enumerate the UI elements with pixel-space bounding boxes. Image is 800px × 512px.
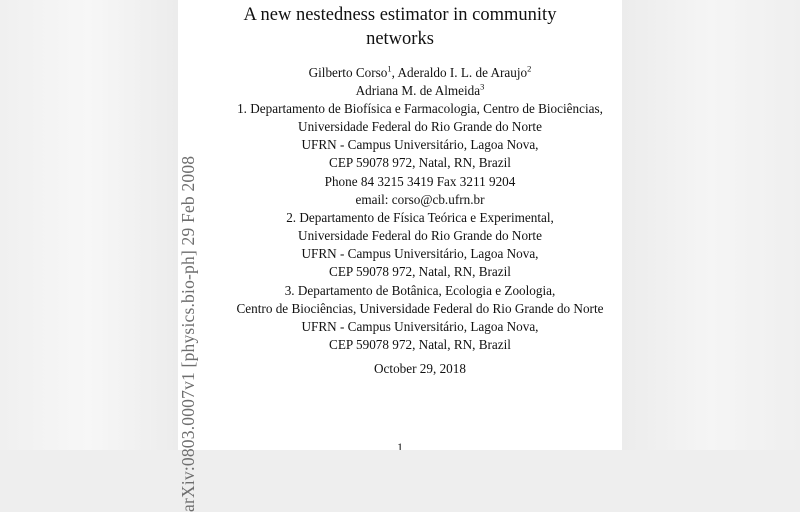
affiliation-line: Centro de Biociências, Universidade Federal do Rio Grande do Norte (236, 301, 604, 316)
affiliation-line: CEP 59078 972, Natal, RN, Brazil (329, 155, 511, 170)
affiliation-line: UFRN - Campus Universitário, Lagoa Nova, (301, 319, 539, 334)
affiliation-line: 2. Departamento de Física Teórica e Experimental, (286, 210, 554, 225)
author-araujo: Aderaldo I. L. de Araujo (397, 65, 528, 80)
affiliation-line: UFRN - Campus Universitário, Lagoa Nova, (301, 137, 539, 152)
author-line-2 (218, 82, 622, 100)
paper-page (178, 0, 622, 450)
author-corso: Gilberto Corso (308, 65, 388, 80)
author-separator: , (391, 65, 398, 80)
arxiv-stamp: arXiv:0803.0007v1 [physics.bio-ph] 29 Feb 2008 (178, 155, 198, 512)
affiliation-line: UFRN - Campus Universitário, Lagoa Nova, (301, 246, 539, 261)
email-line: email: corso@cb.ufrn.br (355, 192, 485, 207)
paper-title-line-1: A new nestedness estimator in community (243, 5, 557, 25)
affiliation-line: CEP 59078 972, Natal, RN, Brazil (329, 337, 511, 352)
arxiv-stamp-wrapper (178, 155, 204, 512)
page-number: 1 (397, 440, 403, 450)
background-right (622, 0, 800, 450)
affiliation-line: Universidade Federal do Rio Grande do Norte (298, 119, 542, 134)
affiliation-line: Phone 84 3215 3419 Fax 3211 9204 (324, 174, 516, 189)
affiliation-line: Universidade Federal do Rio Grande do Norte (298, 228, 542, 243)
paper-title-line-2: networks (366, 29, 434, 49)
affiliation-line: 3. Departamento de Botânica, Ecologia e Zoologia, (284, 283, 556, 298)
author-araujo-affiliation: 2 (527, 63, 532, 74)
affiliation-line: 1. Departamento de Biofísica e Farmacologia, Centro de Biociências, (237, 101, 603, 116)
paper-date: October 29, 2018 (374, 361, 466, 376)
author-line-1 (218, 64, 622, 82)
affiliation-line: CEP 59078 972, Natal, RN, Brazil (329, 264, 511, 279)
author-corso-affiliation: 1 (387, 63, 392, 74)
background-left (0, 0, 178, 450)
author-almeida-affiliation: 3 (480, 81, 485, 92)
author-almeida: Adriana M. de Almeida (355, 83, 481, 98)
